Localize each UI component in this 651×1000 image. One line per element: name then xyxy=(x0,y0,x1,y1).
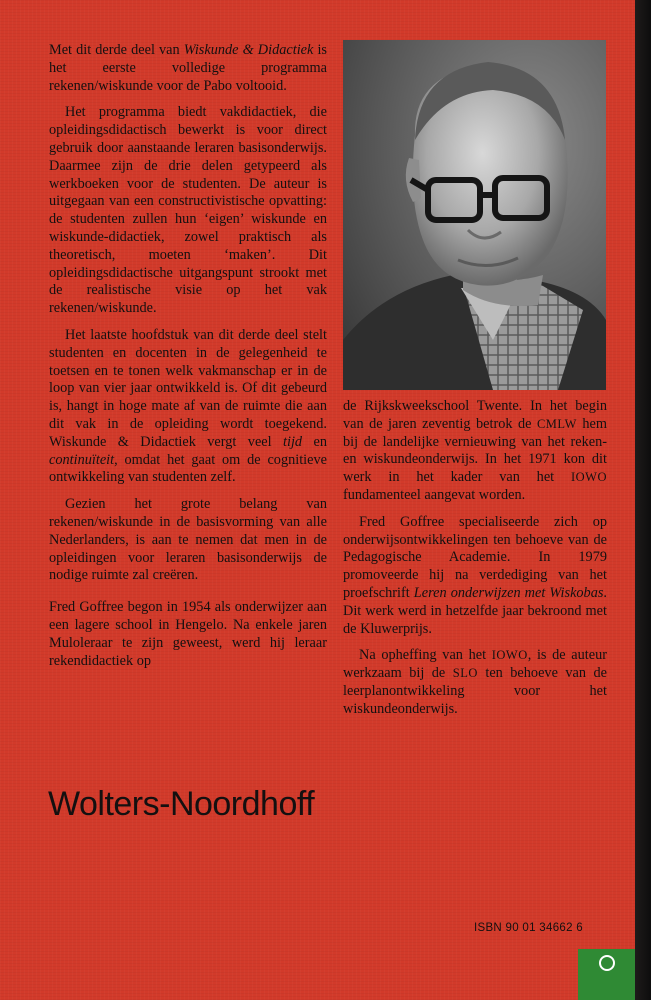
text-run: Na opheffing van het xyxy=(359,647,492,664)
text-run: hem bij de landelijke vernieuwing van het reken- en wiskundeonderwijs. In het 1971 kon dit werk in het kader van het xyxy=(343,415,607,486)
blurb-paragraph-2 xyxy=(49,104,327,318)
author-bio-right-column xyxy=(343,398,607,728)
text-run: fundamenteel aangevat worden. xyxy=(343,486,526,503)
book-title-italic: Wiskunde & Didactiek xyxy=(183,42,314,58)
emphasis-italic: continuïteit xyxy=(49,451,115,468)
abbreviation: SLO xyxy=(452,666,478,681)
seller-logo-icon xyxy=(599,955,615,971)
abbreviation: IOWO xyxy=(491,648,528,663)
author-bio-paragraph-2 xyxy=(343,398,607,505)
text-run: Het laatste hoofdstuk van dit derde deel stelt studenten en docenten in de gelegenheid te toetsen en te tonen welk vakmanschap er in de loop van vier jaar ontwikkeld is. Of dit gebeurd is, hangt in hoge mate af van de ruimte die aan dit vak in de opleiding wordt toegekend. Wiskunde & Didactiek vergt veel xyxy=(49,326,327,450)
abbreviation: CMLW xyxy=(536,416,577,431)
author-bio-paragraph-1 xyxy=(49,599,327,670)
text-run: Fred Goffree begon in 1954 als onderwijzer aan een lagere school in Hengelo. Na enkele jaren Muloleraar te zijn geweest, werd hij leraar rekendidactiek op xyxy=(49,599,327,669)
text-run: en xyxy=(302,433,327,450)
author-bio-paragraph-3 xyxy=(343,514,607,639)
emphasis-italic: tijd xyxy=(283,433,303,450)
text-run: Het programma biedt vakdidactiek, die opleidingsdidactisch bewerkt is voor direct gebruik door aanstaande leraren basisonderwijs. Daarmee zijn de drie delen getypeerd als werkboeken voor de studenten. De auteur is uitgegaan van een constructivistische opvatting: de studenten zullen hun ‘eigen’ wiskunde en wiskunde-didactiek, zowel praktisch als theoretisch, moeten ‘maken’. Dit opleidingsdidactische uitgangspunt strookt met de realistische visie op het vak rekenen/wiskunde. xyxy=(49,104,327,317)
blurb-paragraph-4 xyxy=(49,496,327,585)
dissertation-title-italic: Leren onderwijzen met Wiskobas xyxy=(413,584,604,601)
blurb-paragraph-1 xyxy=(49,42,327,95)
text-run: Gezien het grote belang van rekenen/wiskunde in de basisvorming van alle Nederlanders, is aan te nemen dat men in de opleidingen voor leraren basisonderwijs de nodige ruimte zal creëren. xyxy=(49,496,327,584)
book-spine-edge xyxy=(635,0,651,1000)
text-run: Met dit derde deel van xyxy=(49,42,184,58)
author-bio-paragraph-4 xyxy=(343,647,607,718)
blurb-paragraph-3 xyxy=(49,327,327,487)
isbn-number: ISBN 90 01 34662 6 xyxy=(474,922,583,934)
seller-logo-sticker xyxy=(578,949,635,1000)
author-portrait xyxy=(343,40,606,390)
text-run: Fred Goffree specialiseerde zich op onderwijsontwikkelingen ten behoeve van de Pedagogische Academie. In 1979 promoveerde hij na verdediging van het proefschrift xyxy=(343,513,607,601)
text-run: , omdat het gaat om de cognitieve ontwikkeling van studenten zelf. xyxy=(49,451,327,486)
text-run: , is de auteur werkzaam bij de xyxy=(343,647,607,682)
abbreviation: IOWO xyxy=(570,470,607,485)
text-run: ten behoeve van de leerplanontwikkeling voor het wiskundeonderwijs. xyxy=(343,665,608,717)
text-run: . Dit werk werd in hetzelfde jaar bekroond met de Kluwerprijs. xyxy=(343,584,607,637)
blurb-left-column xyxy=(49,42,327,679)
text-run: de Rijkskweekschool Twente. In het begin van de jaren zeventig betrok de xyxy=(343,398,607,432)
publisher-name: Wolters-Noordhoff xyxy=(48,785,315,823)
text-run: is het eerste volledige programma rekenen/wiskunde voor de Pabo voltooid. xyxy=(49,42,327,94)
author-portrait-icon xyxy=(343,40,606,390)
